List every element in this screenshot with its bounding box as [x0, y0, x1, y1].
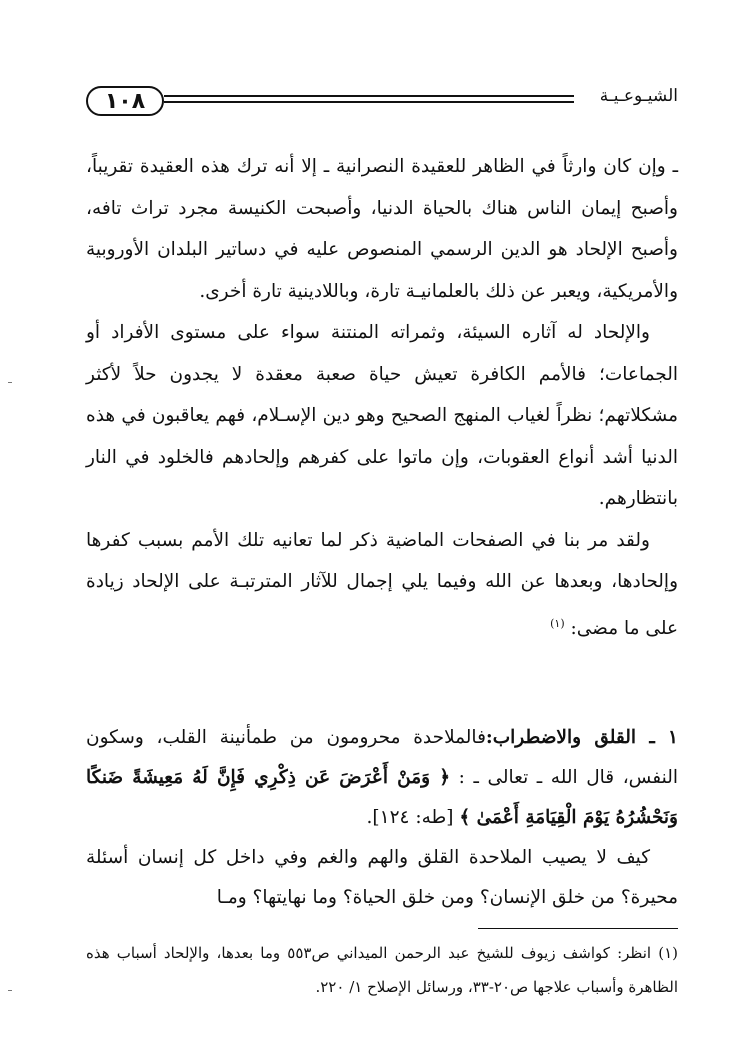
page-number: ١٠٨ — [86, 86, 164, 116]
section-intro-text: فالملاحدة محرومون من طمأنينة القلب، وسكون النفس، قال الله ـ تعالى ـ : — [86, 727, 678, 788]
footnote-rule — [478, 928, 678, 929]
paragraph-3-text: ولقد مر بنا في الصفحات الماضية ذكر لما تعانيه تلك الأمم بسبب كفرها وإلحادها، وبعدها عن الله وفيما يلي إجمال للآثار المترتبـة على الإلحاد زيادة على ما مضى: — [86, 529, 678, 639]
body-text — [86, 146, 678, 649]
footnote-reference: (١) — [550, 616, 565, 630]
footnotes — [86, 936, 678, 1004]
edge-mark — [8, 990, 12, 991]
section-number: ١ ـ — [636, 727, 678, 748]
header-rule-top — [164, 95, 574, 97]
paragraph-3 — [86, 520, 678, 650]
paragraph-2: والإلحاد له آثاره السيئة، وثمراته المنتنة سواء على مستوى الأفراد أو الجماعات؛ فالأمم الكافرة تعيش حياة صعبة معقدة لا يجدون حلاً لأكثر مشكلاتهم؛ نظراً لغياب المنهج الصحيح وهو دين الإسـلام، فهم يعاقبون في هذه الدنيا أشد أنواع العقوبات، وإن ماتوا على كفرهم وإلحادهم فالخلود في النار بانتظارهم. — [86, 322, 678, 509]
quran-reference: [طه: ١٢٤]. — [366, 807, 460, 828]
quran-verse: ﴿ وَمَنْ أَعْرَضَ عَن ذِكْرِي فَإِنَّ لَهُ مَعِيشَةً ضَنكًا وَنَحْشُرُهُ يَوْمَ الْقِيَامَةِ أَعْمَىٰ ﴾ — [86, 767, 678, 828]
paragraph-1: ـ وإن كان وارثاً في الظاهر للعقيدة النصرانية ـ إلا أنه ترك هذه العقيدة تقريباً، وأصبح إيمان الناس هناك بالحياة الدنيا، وأصبحت الكنيسة مجرد تراث تافه، وأصبح الإلحاد هو الدين الرسمي المنصوص عليه في دساتير البلدان الأوروبية والأمريكية، ويعبر عن ذلك بالعلمانيـة تارة، وباللادينية تارة أخرى. — [86, 156, 678, 302]
section-term: القلق والاضطراب: — [485, 727, 637, 748]
section-followup: كيف لا يصيب الملاحدة القلق والهم والغم وفي داخل كل إنسان أسئلة محيرة؟ من خلق الإنسان؟ ومن خلق الحياة؟ وما نهايتها؟ ومـا — [86, 847, 678, 908]
section-anxiety — [86, 718, 678, 918]
section-paragraph — [86, 718, 678, 838]
page-header — [86, 86, 678, 116]
edge-mark — [8, 382, 12, 383]
running-title: الشيـوعـيـة — [599, 86, 678, 106]
header-rule-bottom — [164, 101, 574, 103]
footnote-1: (١) انظر: كواشف زيوف للشيخ عبد الرحمن الميداني ص٥٥٣ وما بعدها، والإلحاد أسباب هذه الظاهرة وأسباب علاجها ص٢٠-٣٣، ورسائل الإصلاح ١/ ٢٢٠. — [86, 944, 678, 996]
